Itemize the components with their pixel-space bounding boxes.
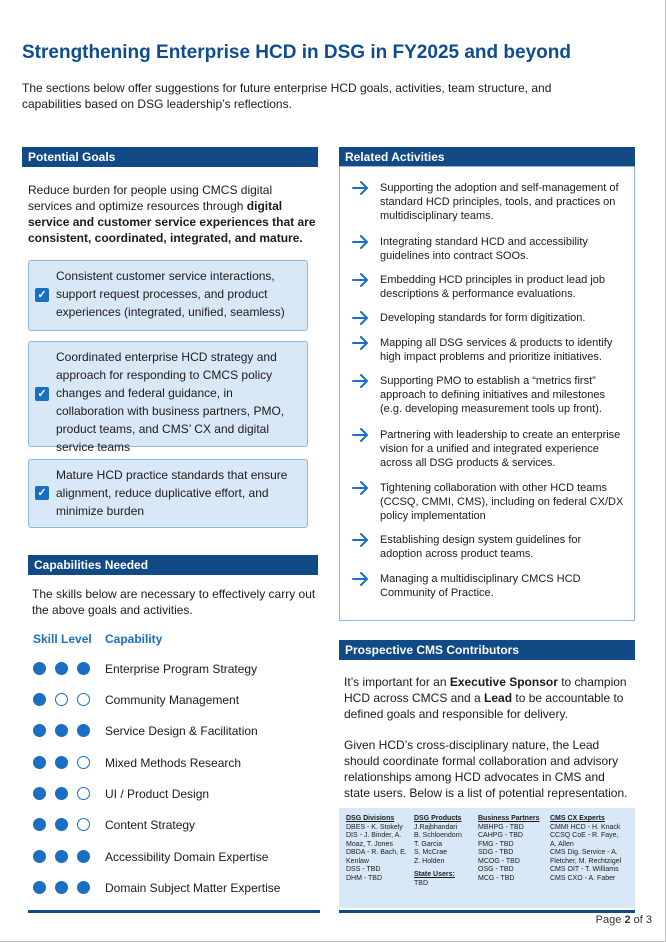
table-col-header: DSG Products [414,815,462,822]
table-cell: MBHPG - TBD [478,823,524,831]
arrow-right-icon [352,311,370,325]
goals-header: Potential Goals [22,147,318,167]
page-label: Page [595,914,622,926]
arrow-right-icon [352,374,370,388]
capability-label: UI / Product Design [105,787,210,801]
p1-text: to be accountable to defined goals and responsible for delivery. [344,691,624,721]
activity-text: Mapping all DSG services & products to identify high impact problems and prioritize initiatives. [380,337,613,363]
table-cell: DIS - J. Binder, A. [346,832,402,839]
activity-text: Integrating standard HCD and accessibility guidelines into contract SOOs. [380,236,588,262]
skill-dot-filled-icon [33,881,46,894]
arrow-right-icon [352,533,370,547]
table-col-values [414,880,478,889]
check-icon: ✓ [35,486,49,500]
goals-text-bold: digital service and customer service experiences that are consistent, coordinated, integrated, and mature. [28,199,316,245]
page-total: 3 [645,914,652,926]
table-cell: A. Allen [550,840,574,848]
capability-row [32,691,322,709]
table-col-header: State Users: [414,871,455,878]
activity-text: Establishing design system guidelines for adoption across product teams. [380,534,582,560]
arrow-right-icon [352,235,370,249]
activity-text: Partnering with leadership to create an enterprise vision for a unified and integrated experience across all DSG products & services. [380,429,621,469]
page-number [596,914,652,926]
contributors-table [339,808,635,908]
capabilities-header: Capabilities Needed [28,555,318,575]
table-cell: CMS CXO - A. Faber [550,874,616,882]
table-cell: DBDA - R. Bach, E. [346,849,407,856]
skill-dot-filled-icon [55,850,68,863]
p1-text: It’s important for an [344,675,450,689]
goals-text [28,182,318,246]
contributors-paragraph-2: Given HCD’s cross-disciplinary nature, the Lead should coordinate formal collaboration and advisory relationships among HCD advocates in CMS and state users. Below is a list of potential representation. [344,738,628,800]
skill-dot-empty-icon [55,693,68,706]
table-cell: MCG - TBD [478,874,515,882]
table-cell: MCOG - TBD [478,857,520,865]
table-col-dsg-divisions [346,815,418,883]
skill-dot-filled-icon [33,756,46,769]
table-cell: CAHPG - TBD [478,832,523,839]
table-cell: Moaz, T. Jones [346,840,393,848]
table-col-header: CMS CX Experts [550,815,605,822]
arrow-right-icon [352,336,370,350]
goals-text-plain: Reduce burden for people using CMCS digital services and optimize resources through [28,183,273,213]
table-col-cms-cx-experts [550,815,632,883]
skill-dot-filled-icon [77,850,90,863]
check-icon: ✓ [35,288,49,302]
p1-executive-sponsor: Executive Sponsor [449,675,558,689]
table-col-header: Business Partners [478,815,540,822]
table-col-header: DSG Divisions [346,815,395,822]
skill-dot-filled-icon [55,724,68,737]
table-cell: CMS OIT - T. Williams [550,866,619,873]
table-cell: CMS Dig. Service - A. [550,849,618,856]
table-cell: TBD [414,879,428,887]
goal-card [28,341,308,454]
capability-label: Community Management [105,693,240,707]
capability-row [32,660,322,678]
page-of: of [633,914,643,926]
goal-card [28,459,308,528]
table-cell: B. Schloendorn [414,832,462,839]
capability-row [32,722,322,740]
capability-label: Mixed Methods Research [105,756,242,770]
contributors-header: Prospective CMS Contributors [339,640,635,660]
table-cell: J.Rajbhandari [414,823,458,831]
capability-label: Content Strategy [105,818,196,832]
skill-dot-filled-icon [77,724,90,737]
table-cell: FMG - TBD [478,840,514,848]
capability-row [32,754,322,772]
page-current: 2 [624,914,631,926]
table-col-values [414,824,478,867]
activity-text: Managing a multidisciplinary CMCS HCD Community of Practice. [380,573,581,599]
capability-row [32,879,322,897]
table-col-values [346,824,418,884]
table-cell: DHM - TBD [346,874,383,882]
skill-dot-filled-icon [33,850,46,863]
skill-dot-empty-icon [77,787,90,800]
table-col-values [550,824,632,884]
goal-card [28,260,308,331]
skill-dot-empty-icon [77,693,90,706]
skill-dot-filled-icon [55,756,68,769]
activity-text: Embedding HCD principles in product lead job descriptions & performance evaluations. [380,274,606,300]
arrow-right-icon [352,428,370,442]
activity-text: Supporting the adoption and self-management of standard HCD principles, tools, and practices on multidisciplinary teams. [380,182,619,222]
check-icon: ✓ [35,387,49,401]
table-cell: OSG - TBD [478,866,514,873]
table-cell: Fletcher, M. Rechtzigel [550,857,622,865]
table-cell: SDG - TBD [478,849,514,856]
activity-text: Supporting PMO to establish a “metrics first” approach to defining initiatives and milestones (e.g. developing measurement tools up front). [380,375,606,415]
skill-dot-filled-icon [33,693,46,706]
table-cell: CCSQ CoE - R. Faye, [550,832,619,839]
capabilities-rule [28,910,320,913]
activity-text: Tightening collaboration with other HCD teams (CCSQ, CMMI, CMS), including on federal CX/DX policy implementation [380,482,624,522]
contributors-paragraph-1 [344,674,634,722]
capability-row [32,848,322,866]
table-cell: T. Garcia [414,840,443,848]
capability-row [32,785,322,803]
arrow-right-icon [352,572,370,586]
page-intro: The sections below offer suggestions for future enterprise HCD goals, activities, team structure, and capabilities based on DSG leadership’s reflections. [22,81,552,111]
skill-dot-filled-icon [33,818,46,831]
p1-text: to champion HCD across CMCS and a [344,675,627,705]
skill-dot-filled-icon [77,881,90,894]
skill-dot-filled-icon [33,724,46,737]
goal-card-text: Mature HCD practice standards that ensure alignment, reduce duplicative effort, and minimize burden [56,468,288,518]
skill-dot-filled-icon [55,787,68,800]
table-cell: CMMI HCD - H. Knack [550,823,621,831]
skill-dot-filled-icon [55,662,68,675]
contributors-rule [339,910,635,913]
capability-row [32,816,322,834]
capability-label: Enterprise Program Strategy [105,662,258,676]
table-col-values [478,824,552,884]
table-cell: Kenlaw [346,857,369,865]
arrow-right-icon [352,481,370,495]
skill-dot-empty-icon [77,818,90,831]
table-col-business-partners [478,815,552,883]
activity-text: Developing standards for form digitization. [380,312,586,324]
table-cell: S. McCrae [414,849,448,856]
goal-card-text: Consistent customer service interactions, support request processes, and product experiences (integrated, unified, seamless) [56,269,285,319]
capability-label: Service Design & Facilitation [105,724,258,738]
skill-dot-filled-icon [55,818,68,831]
capability-label: Domain Subject Matter Expertise [105,881,281,895]
goal-card-text: Coordinated enterprise HCD strategy and approach for responding to CMCS policy changes and federal guidance, in collaboration with business partners, PMO, product teams, and CMS’ CX and digital service teams [56,350,285,454]
page-title: Strengthening Enterprise HCD in DSG in FY2025 and beyond [22,42,571,63]
skill-dot-filled-icon [33,787,46,800]
table-col-dsg-products [414,815,478,888]
table-cell: Z. Holden [414,857,445,865]
skill-dot-empty-icon [77,756,90,769]
activities-header: Related Activities [339,147,635,167]
skill-dot-filled-icon [77,662,90,675]
skill-dot-filled-icon [55,881,68,894]
table-cell: DSS - TBD [346,866,381,873]
arrow-right-icon [352,181,370,195]
arrow-right-icon [352,273,370,287]
capability-header: Capability [105,632,163,646]
skill-level-header: Skill Level [33,632,92,646]
capabilities-intro: The skills below are necessary to effectively carry out the above goals and activities. [32,587,316,617]
skill-dot-filled-icon [33,662,46,675]
capability-label: Accessibility Domain Expertise [105,850,269,864]
p1-lead: Lead [484,691,513,705]
table-cell: DBES - K. Stokely [346,823,403,831]
